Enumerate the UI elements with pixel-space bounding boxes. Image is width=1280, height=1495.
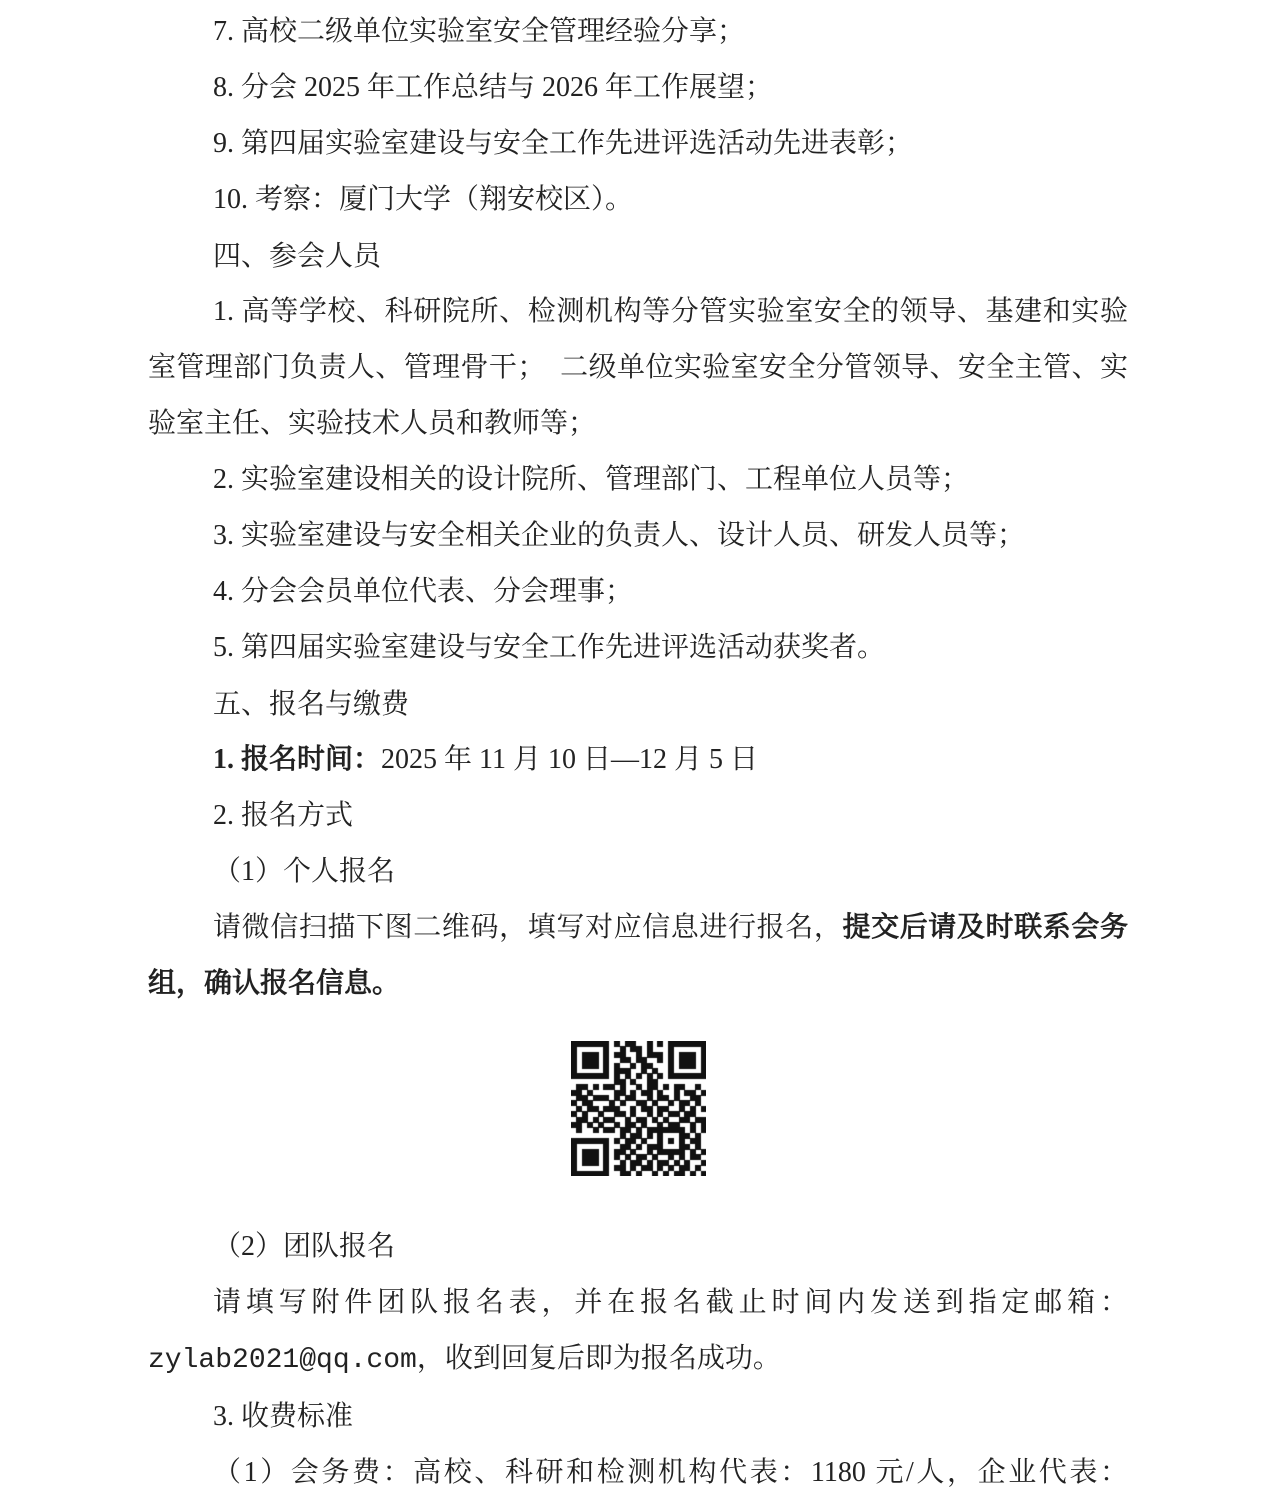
agenda-item-9: 9. 第四届实验室建设与安全工作先进评选活动先进表彰； bbox=[213, 128, 914, 159]
team-instructions-after-email: ，收到回复后即为报名成功。 bbox=[416, 1343, 781, 1374]
section-heading-attendees: 四、参会人员 bbox=[213, 240, 382, 271]
contact-email: zylab2021@qq.com bbox=[148, 1345, 417, 1376]
attendees-item-2: 2. 实验室建设相关的设计院所、管理部门、工程单位人员等； bbox=[213, 464, 970, 495]
attendees-item-1: 1. 高等学校、科研院所、检测机构等分管实验室安全的领导、基建和实验室管理部门负责人、管理骨干； 二级单位实验室安全分管领导、安全主管、实验室主任、实验技术人员和教师等； bbox=[148, 296, 1128, 439]
attendees-item-3: 3. 实验室建设与安全相关企业的负责人、设计人员、研发人员等； bbox=[213, 520, 1026, 551]
fee-item-1: （1）会务费：高校、科研和检测机构代表：1180 元/人，企业代表： bbox=[213, 1457, 1128, 1488]
individual-registration-heading: （1）个人报名 bbox=[213, 856, 396, 887]
registration-time-line bbox=[148, 732, 1128, 788]
agenda-item-8: 8. 分会 2025 年工作总结与 2026 年工作展望； bbox=[213, 72, 774, 103]
attendees-item-5: 5. 第四届实验室建设与安全工作先进评选活动获奖者。 bbox=[213, 632, 886, 663]
individual-registration-instructions bbox=[148, 900, 1128, 1012]
qr-code-block bbox=[148, 1041, 1128, 1176]
registration-time-label: 1. 报名时间： bbox=[213, 744, 382, 775]
team-registration-instructions bbox=[148, 1275, 1128, 1389]
agenda-item-7: 7. 高校二级单位实验室安全管理经验分享； bbox=[213, 16, 746, 47]
team-instructions-before-email: 请填写附件团队报名表，并在报名截止时间内发送到指定邮箱： bbox=[213, 1287, 1128, 1318]
agenda-item-10: 10. 考察：厦门大学（翔安校区）。 bbox=[213, 184, 634, 215]
registration-time-value: 2025 年 11 月 10 日—12 月 5 日 bbox=[381, 744, 758, 775]
registration-qr-code bbox=[571, 1041, 706, 1176]
individual-instructions-text: 请微信扫描下图二维码，填写对应信息进行报名， bbox=[213, 912, 843, 943]
fee-standard-heading: 3. 收费标准 bbox=[213, 1401, 354, 1432]
section-heading-registration: 五、报名与缴费 bbox=[213, 688, 410, 719]
team-registration-heading: （2）团队报名 bbox=[213, 1231, 396, 1262]
attendees-item-4: 4. 分会会员单位代表、分会理事； bbox=[213, 576, 634, 607]
individual-instructions-emphasis: 提交后请及时联系会务组，确认报名信息。 bbox=[148, 912, 1128, 999]
registration-method-heading: 2. 报名方式 bbox=[213, 800, 354, 831]
